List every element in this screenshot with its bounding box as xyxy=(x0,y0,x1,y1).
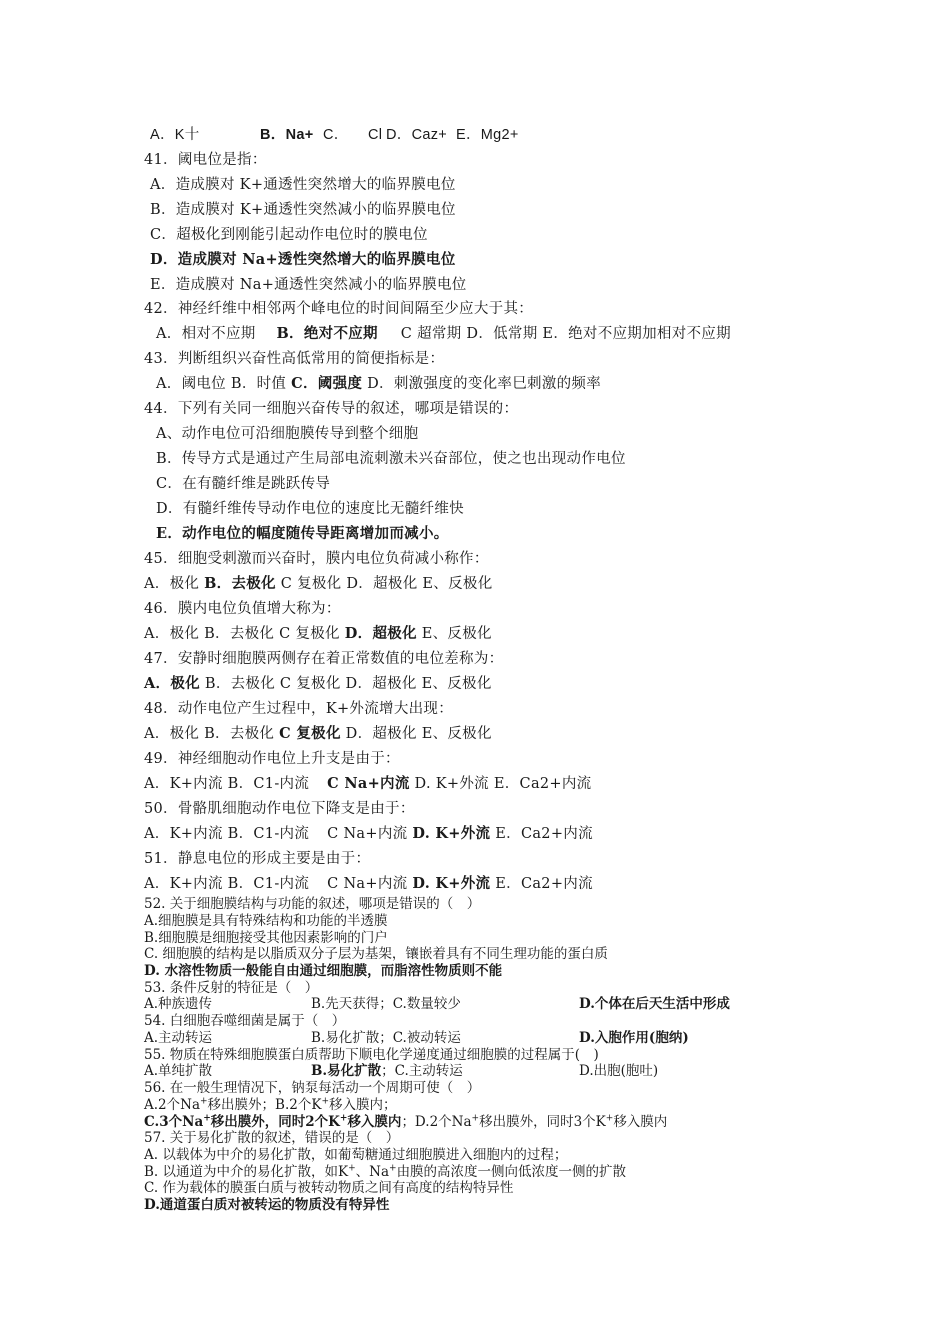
option-a: A．极化 xyxy=(144,576,205,592)
question-49-options xyxy=(144,777,591,792)
question-48-stem: 48．动作电位产生过程中，K+外流增大出现： xyxy=(144,701,454,717)
options-ab: A．K+内流 B．C1-内流 xyxy=(144,826,310,842)
option-d: D．Caz+ xyxy=(386,127,448,143)
options-ab: A．K+内流 B．C1-内流 xyxy=(144,876,310,892)
question-44-option-b: B．传导方式是通过产生局部电流刺激未兴奋部位，使之也出现动作电位 xyxy=(156,451,626,467)
options-rest: D．超极化 E、反极化 xyxy=(340,726,492,742)
options-rest: E．Ca2+内流 xyxy=(490,826,593,842)
options-rest: B．去极化 C 复极化 D．超极化 E、反极化 xyxy=(199,676,492,692)
question-57-option-c: C. 作为载体的膜蛋白质与被转动物质之间有高度的结构特异性 xyxy=(144,1180,514,1196)
options-rest: D．刺激强度的变化率巳刺激的频率 xyxy=(362,376,602,392)
option-a-answer: A．极化 xyxy=(144,675,200,692)
question-52-option-b: B.细胞膜是细胞接受其他因素影响的门户 xyxy=(144,930,388,946)
question-52-option-d-answer: D. 水溶性物质一般能自由通过细胞膜，而脂溶性物质则不能 xyxy=(144,963,503,979)
question-55-option-a: A.单纯扩散 xyxy=(144,1063,213,1079)
options-abc: A．极化 B．去极化 C 复极化 xyxy=(144,626,345,642)
question-47-stem: 47．安静时细胞膜两侧存在着正常数值的电位差称为： xyxy=(144,651,504,667)
question-56-stem: 56. 在一般生理情况下，钠泵每活动一个周期可使（ ） xyxy=(144,1080,481,1096)
options-rest: C 复极化 D．超极化 E、反极化 xyxy=(275,576,493,592)
option-c-answer: C.3个Na+移出膜外，同时2个K+移入膜内 xyxy=(144,1113,402,1130)
question-57-option-b: B. 以通道为中介的易化扩散，如K+、Na+由膜的高浓度一侧向低浓度一侧的扩散 xyxy=(144,1163,627,1180)
question-42-options xyxy=(156,327,731,342)
option-c: C． xyxy=(323,127,349,143)
question-52-option-a: A.细胞膜是具有特殊结构和功能的半透膜 xyxy=(144,913,388,929)
option-b-answer: B．绝对不应期 xyxy=(276,325,378,342)
question-57-stem: 57. 关于易化扩散的叙述，错误的是（ ） xyxy=(144,1130,400,1146)
question-49-stem: 49．神经细胞动作电位上升支是由于： xyxy=(144,751,400,767)
option-b-answer: B．Na+ xyxy=(260,127,314,143)
question-57-option-a: A. 以载体为中介的易化扩散，如葡萄糖通过细胞膜进入细胞内的过程； xyxy=(144,1147,568,1163)
question-44-option-c: C．在有髓纤维是跳跃传导 xyxy=(156,476,331,492)
question-51-stem: 51．静息电位的形成主要是由于： xyxy=(144,851,371,867)
question-53-option-d-answer: D.个体在后天生活中形成 xyxy=(579,996,730,1012)
option-d: ；D.2个Na+移出膜外，同时3个K+移入膜内 xyxy=(401,1113,668,1130)
question-56-option-ab: A.2个Na+移出膜外；B.2个K+移入膜内； xyxy=(144,1096,397,1113)
question-54-option-d-answer: D.入胞作用(胞纳) xyxy=(579,1030,689,1046)
question-53-option-bc: B.先天获得；C.数量较少 xyxy=(311,996,461,1012)
option-b-answer: B.易化扩散 xyxy=(311,1063,382,1079)
question-41-option-b: B．造成膜对 K+通透性突然减小的临界膜电位 xyxy=(150,202,456,218)
option-c: C Na+内流 xyxy=(327,826,413,842)
question-41-option-d-answer: D．造成膜对 Na+透性突然增大的临界膜电位 xyxy=(150,251,456,268)
question-55-option-d: D.出胞(胞吐) xyxy=(579,1063,659,1079)
option-d-answer: D. K+外流 xyxy=(412,875,491,892)
question-44-option-d: D．有髓纤维传导动作电位的速度比无髓纤维快 xyxy=(156,501,464,517)
options-rest: D. K+外流 E．Ca2+内流 xyxy=(409,776,592,792)
question-54-option-a: A.主动转运 xyxy=(144,1030,213,1046)
option-a: A．相对不应期 xyxy=(156,326,256,342)
option-c-answer: C 复极化 xyxy=(279,725,341,742)
question-54-option-bc: B.易化扩散；C.被动转运 xyxy=(311,1030,461,1046)
option-b-answer: B．去极化 xyxy=(204,575,276,592)
question-50-options xyxy=(144,827,593,842)
question-53-stem: 53. 条件反射的特征是（ ） xyxy=(144,980,319,996)
question-41-option-e: E．造成膜对 Na+通透性突然减小的临界膜电位 xyxy=(150,277,467,293)
question-45-stem: 45．细胞受刺激而兴奋时，膜内电位负荷减小称作： xyxy=(144,551,489,567)
question-56-option-cd xyxy=(144,1113,668,1130)
question-43-stem: 43．判断组织兴奋性高低常用的简便指标是： xyxy=(144,351,445,367)
options-ab: A．K+内流 B．C1-内流 xyxy=(144,776,310,792)
question-48-options xyxy=(144,727,492,742)
question-50-stem: 50．骨骼肌细胞动作电位下降支是由于： xyxy=(144,801,415,817)
question-41-option-a: A．造成膜对 K+通透性突然增大的临界膜电位 xyxy=(150,177,456,193)
options-rest: C 超常期 D．低常期 E．绝对不应期加相对不应期 xyxy=(400,326,731,342)
question-55-option-bc xyxy=(311,1065,463,1079)
question-51-options xyxy=(144,877,593,892)
option-c: ；C.主动转运 xyxy=(381,1063,463,1079)
question-44-stem: 44．下列有关同一细胞兴奋传导的叙述，哪项是错误的： xyxy=(144,401,519,417)
question-40-options xyxy=(150,127,519,143)
question-57-option-d-answer: D.通道蛋白质对被转运的物质没有特异性 xyxy=(144,1197,390,1213)
question-41-option-c: C．超极化到刚能引起动作电位时的膜电位 xyxy=(150,227,428,243)
option-d-answer: D．超极化 xyxy=(344,625,417,642)
question-52-option-c: C. 细胞膜的结构是以脂质双分子层为基架，镶嵌着具有不同生理功能的蛋白质 xyxy=(144,946,608,962)
options-rest: E．Ca2+内流 xyxy=(490,876,593,892)
question-46-stem: 46．膜内电位负值增大称为： xyxy=(144,601,341,617)
question-42-stem: 42．神经纤维中相邻两个峰电位的时间间隔至少应大于其： xyxy=(144,301,534,317)
option-c-answer: C Na+内流 xyxy=(327,775,410,792)
option-a: A．K十 xyxy=(150,127,200,143)
question-41-stem: 41．阈电位是指： xyxy=(144,152,267,168)
option-e: E．Mg2+ xyxy=(456,127,519,143)
options-ab: A．阈电位 B．时值 xyxy=(156,376,292,392)
question-54-stem: 54. 白细胞吞噬细菌是属于（ ） xyxy=(144,1013,346,1029)
question-52-stem: 52. 关于细胞膜结构与功能的叙述，哪项是错误的（ ） xyxy=(144,896,481,912)
question-53-option-a: A.种族遗传 xyxy=(144,996,213,1012)
question-47-options xyxy=(144,677,492,692)
option-c-answer: C．阈强度 xyxy=(291,375,363,392)
question-55-stem: 55. 物质在特殊细胞膜蛋白质帮助下顺电化学递度通过细胞膜的过程属于( ) xyxy=(144,1047,599,1063)
options-ab: A．极化 B．去极化 xyxy=(144,726,280,742)
option-c: C Na+内流 xyxy=(327,876,413,892)
question-44-option-e-answer: E．动作电位的幅度随传导距离增加而减小。 xyxy=(156,525,449,542)
question-46-options xyxy=(144,627,492,642)
options-rest: E、反极化 xyxy=(416,626,492,642)
option-d-answer: D. K+外流 xyxy=(412,825,491,842)
question-44-option-a: A、动作电位可沿细胞膜传导到整个细胞 xyxy=(156,426,419,442)
question-45-options xyxy=(144,577,493,592)
question-43-options xyxy=(156,377,601,392)
option-c-text: Cl xyxy=(368,127,383,143)
